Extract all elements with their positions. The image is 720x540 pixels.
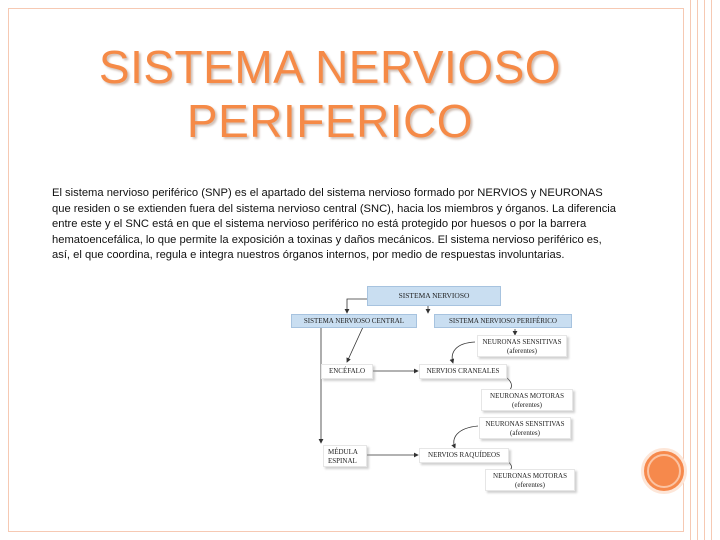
- box-sistema-nervioso-central: SISTEMA NERVIOSO CENTRAL: [291, 314, 417, 328]
- arrow-sensitivas-raquideos: [454, 426, 478, 448]
- label-neuronas-sensitivas-2: NEURONAS SENSITIVAS: [485, 420, 565, 428]
- box-neuronas-motoras-2: [485, 469, 575, 491]
- arrow-snc-encefalo: [347, 327, 363, 362]
- decorative-side-bar-inner: [697, 0, 705, 540]
- title-line-1: SISTEMA NERVIOSO: [98, 41, 562, 93]
- box-neuronas-sensitivas-2: [479, 417, 571, 439]
- decorative-side-bar: [690, 0, 712, 540]
- slide-body-text: El sistema nervioso periférico (SNP) es el apartado del sistema nervioso formado por NERVIOS y NEURONAS que residen o se extienden fuera del sistema nervioso central (SNC), hacia los miembros y órganos. La diferencia entre este y el SNC está en que el sistema nervioso periférico no está protegido por huesos o por la barrera hematoencefálica, lo que permite la exposición a toxinas y daños mecánicos. El sistema nervioso periférico es, así, el que coordina, regula e integra nuestros órganos internos, por medio de respuestas involuntarias.: [52, 187, 617, 262]
- box-medula-espinal: [323, 445, 367, 467]
- box-nervios-craneales: NERVIOS CRANEALES: [419, 364, 507, 379]
- nervous-system-diagram: [285, 283, 585, 498]
- box-nervios-raquideos: NERVIOS RAQUÍDEOS: [419, 448, 509, 463]
- label-eferentes-1: (eferentes): [512, 401, 542, 409]
- label-aferentes-1: (aferentes): [507, 347, 537, 355]
- decorative-circle: [641, 448, 687, 494]
- label-aferentes-2: (aferentes): [510, 429, 540, 437]
- box-sistema-nervioso-periferico: SISTEMA NERVIOSO PERIFÉRICO: [434, 314, 572, 328]
- label-neuronas-motoras-1: NEURONAS MOTORAS: [490, 392, 564, 400]
- label-medula-line2: ESPINAL: [328, 457, 357, 465]
- label-neuronas-sensitivas-1: NEURONAS SENSITIVAS: [482, 338, 562, 346]
- box-neuronas-motoras-1: [481, 389, 573, 411]
- box-neuronas-sensitivas-1: [477, 335, 567, 357]
- decorative-circle-ring: [647, 454, 681, 488]
- label-medula-line1: MÉDULA: [328, 448, 358, 456]
- slide-title: [0, 40, 660, 148]
- title-line-2: PERIFERICO: [186, 95, 474, 147]
- label-eferentes-2: (eferentes): [515, 481, 545, 489]
- arrow-sensitivas-craneales: [452, 342, 475, 363]
- label-neuronas-motoras-2: NEURONAS MOTORAS: [493, 472, 567, 480]
- box-sistema-nervioso: SISTEMA NERVIOSO: [367, 286, 501, 306]
- box-encefalo: ENCÉFALO: [321, 364, 373, 379]
